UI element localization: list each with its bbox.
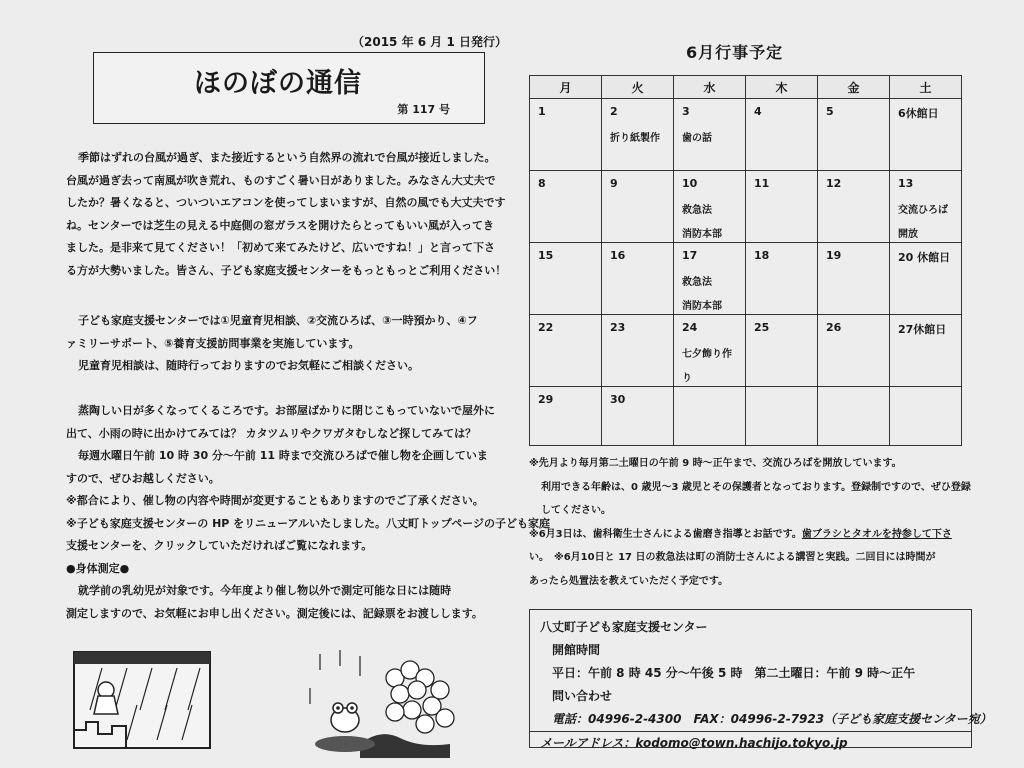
calendar-day-cell bbox=[818, 171, 890, 243]
event-text: 歯の話 bbox=[682, 133, 712, 144]
day-events bbox=[682, 199, 722, 247]
day-number: 18 bbox=[754, 249, 770, 262]
calendar-day-cell bbox=[530, 387, 602, 446]
calendar-day-cell bbox=[746, 99, 818, 171]
day-number: 26 bbox=[826, 321, 842, 334]
day-number: 27休館日 bbox=[898, 323, 947, 336]
day-number: 5 bbox=[826, 105, 834, 118]
center-info-box bbox=[529, 609, 992, 750]
weekday-thu: 木 bbox=[746, 76, 818, 99]
calendar-week-row bbox=[530, 171, 962, 243]
calendar-week-row bbox=[530, 387, 962, 446]
calendar-day-cell bbox=[746, 387, 818, 446]
rainy-season-paragraph bbox=[66, 400, 550, 625]
calendar-day-cell bbox=[746, 171, 818, 243]
event-text: 消防本部 bbox=[682, 229, 722, 240]
note-line: い。 ※6月10日と 17 日の救急法は町の消防士さんによる講習と実践。二回目には時間が bbox=[529, 552, 936, 563]
rainy-line: 支援センターを、クリックしていただければご覧になれます。 bbox=[66, 539, 373, 552]
calendar-day-cell bbox=[602, 315, 674, 387]
issue-date: （2015 年 6 月 1 日発行） bbox=[352, 35, 507, 49]
rainy-line: ※都合により、催し物の内容や時間が変更することもありますのでご了承ください。 bbox=[66, 494, 484, 507]
event-text: 交流ひろば bbox=[898, 205, 948, 216]
note-line bbox=[529, 523, 971, 547]
calendar-week-row bbox=[530, 99, 962, 171]
day-number: 3 bbox=[682, 105, 690, 118]
day-events bbox=[682, 127, 712, 151]
services-line: ァミリーサポート、⑤養育支援訪問事業を実施しています。 bbox=[66, 336, 360, 350]
intro-line: る方が大勢いました。皆さん、子ども家庭支援センターをもっともっとご利用ください！ bbox=[66, 263, 507, 277]
contact-label: 問い合わせ bbox=[552, 689, 613, 703]
event-text: 救急法 bbox=[682, 277, 712, 288]
note-line: あったら処置法を教えていただく予定です。 bbox=[529, 575, 729, 587]
intro-line: ました。是非来て見てください！「初めて来てみたけど、広いですね！」と言って下さ bbox=[66, 241, 495, 254]
day-number: 22 bbox=[538, 321, 554, 334]
event-text: 救急法 bbox=[682, 205, 712, 216]
rainy-line: 毎週水曜日午前 10 時 30 分～午前 11 時まで交流ひろばで催し物を企画していま bbox=[78, 449, 488, 462]
intro-line: 台風が過ぎ去って南風が吹き荒れ、ものすごく暑い日がありました。みなさん大丈夫で bbox=[66, 173, 496, 187]
weekday-header-row bbox=[530, 76, 962, 99]
event-text: 消防本部 bbox=[682, 301, 722, 312]
title-box bbox=[93, 52, 485, 124]
day-number: 30 bbox=[610, 393, 626, 406]
weekday-tue: 火 bbox=[602, 76, 674, 99]
services-paragraph bbox=[66, 310, 478, 378]
calendar-day-cell bbox=[674, 387, 746, 446]
rainy-line: ※子ども家庭支援センターの HP をリニューアルいたしました。八丈町トップページの子ども家庭 bbox=[66, 516, 550, 530]
services-line: 児童育児相談は、随時行っておりますのでお気軽にご相談ください。 bbox=[78, 359, 419, 372]
calendar-day-cell bbox=[602, 387, 674, 446]
intro-line: ね。センターでは芝生の見える中庭側の窓ガラスを開けたらとってもいい風が入ってき bbox=[66, 218, 495, 232]
rainy-line: 蒸陶しい日が多くなってくるころです。お部屋ばかりに閉じこもっていないで屋外に bbox=[78, 404, 496, 417]
rainy-line: 就学前の乳幼児が対象です。今年度より催し物以外で測定可能な日には随時 bbox=[78, 584, 452, 597]
services-line: 子ども家庭支援センターでは①児童育児相談、②交流ひろば、③一時預かり、④フ bbox=[78, 314, 478, 327]
day-number: 19 bbox=[826, 249, 842, 262]
day-events bbox=[898, 199, 948, 247]
weekday-mon: 月 bbox=[530, 76, 602, 99]
center-name: 八丈町子ども家庭支援センター bbox=[540, 620, 708, 634]
note-text: ※6月3日は、歯科衛生士さんによる歯磨き指導とお話です。 bbox=[529, 528, 802, 540]
calendar-day-cell bbox=[890, 171, 962, 243]
event-text: 開放 bbox=[898, 229, 918, 240]
day-number: 12 bbox=[826, 177, 842, 190]
day-number: 1 bbox=[538, 105, 546, 118]
rainy-line: 測定しますので、お気軽にお申し出ください。測定後には、記録票をお渡しします。 bbox=[66, 606, 483, 620]
issue-number: 第 117 号 bbox=[397, 103, 450, 116]
calendar-day-cell bbox=[530, 315, 602, 387]
day-number: 2 bbox=[610, 105, 618, 118]
day-number: 6休館日 bbox=[898, 107, 939, 120]
day-number: 8 bbox=[538, 177, 546, 190]
calendar-day-cell bbox=[818, 387, 890, 446]
rainy-line: 出て、小雨の時に出かけてみては？ カタツムリやクワガタむしなど探してみては？ bbox=[66, 426, 477, 440]
day-number: 23 bbox=[610, 321, 626, 334]
weekday-fri: 金 bbox=[818, 76, 890, 99]
calendar-day-cell bbox=[890, 387, 962, 446]
day-number: 15 bbox=[538, 249, 554, 262]
calendar-day-cell bbox=[674, 99, 746, 171]
newsletter-title: ほのぼの通信 bbox=[194, 68, 362, 99]
day-number: 16 bbox=[610, 249, 626, 262]
calendar-day-cell bbox=[602, 171, 674, 243]
calendar-day-cell bbox=[746, 243, 818, 315]
note-line: 利用できる年齢は、0 歳児～3 歳児とその保護者となっております。登録制ですので、ぜひ登録 bbox=[541, 481, 971, 493]
day-number: 29 bbox=[538, 393, 554, 406]
day-number: 9 bbox=[610, 177, 618, 190]
rainy-line: すので、ぜひお越しください。 bbox=[66, 471, 220, 485]
calendar-week-row bbox=[530, 315, 962, 387]
calendar-day-cell bbox=[530, 99, 602, 171]
day-number: 25 bbox=[754, 321, 770, 334]
phone-fax-text: 電話：04996-2-4300 FAX：04996-2-7923（子ども家庭支援センター宛） bbox=[552, 712, 992, 726]
day-number: 17 bbox=[682, 249, 698, 262]
calendar-day-cell bbox=[890, 99, 962, 171]
event-text: 七夕飾り作 bbox=[682, 349, 732, 360]
day-events bbox=[682, 343, 732, 391]
note-line: してください。 bbox=[541, 505, 611, 516]
note-underlined-text: 歯ブラシとタオルを持参して下さ bbox=[801, 528, 952, 540]
calendar-day-cell bbox=[746, 315, 818, 387]
day-number: 13 bbox=[898, 177, 914, 190]
calendar-day-cell bbox=[530, 171, 602, 243]
day-events bbox=[610, 127, 660, 151]
rainy-window-illustration bbox=[72, 650, 212, 750]
calendar-week-row bbox=[530, 243, 962, 315]
intro-line: したか？暑くなると、ついついエアコンを使ってしまいますが、自然の風でも大丈夫です bbox=[66, 196, 506, 209]
calendar-day-cell bbox=[530, 243, 602, 315]
weekday-sat: 土 bbox=[890, 76, 962, 99]
calendar-day-cell bbox=[818, 243, 890, 315]
day-number: 11 bbox=[754, 177, 770, 190]
intro-line: 季節はずれの台風が過ぎ、また接近するという自然界の流れで台風が接近しました。 bbox=[78, 151, 496, 164]
calendar-day-cell bbox=[602, 99, 674, 171]
hours-text: 平日：午前 8 時 45 分～午後 5 時 第二土曜日：午前 9 時～正午 bbox=[552, 666, 916, 680]
intro-paragraph bbox=[66, 147, 506, 282]
day-number: 10 bbox=[682, 177, 698, 190]
calendar-day-cell bbox=[674, 315, 746, 387]
calendar-day-cell bbox=[890, 315, 962, 387]
day-number: 4 bbox=[754, 105, 762, 118]
calendar-day-cell bbox=[674, 171, 746, 243]
calendar-day-cell bbox=[602, 243, 674, 315]
event-calendar bbox=[529, 75, 962, 446]
weekday-wed: 水 bbox=[674, 76, 746, 99]
calendar-day-cell bbox=[890, 243, 962, 315]
frog-hydrangea-illustration bbox=[300, 648, 470, 760]
calendar-title: 6月行事予定 bbox=[686, 43, 784, 62]
day-number: 20 休館日 bbox=[898, 251, 951, 264]
day-events bbox=[682, 271, 722, 319]
note-line: ※先月より毎月第二土曜日の午前 9 時～正午まで、交流ひろばを開放しています。 bbox=[529, 458, 902, 469]
calendar-day-cell bbox=[818, 99, 890, 171]
calendar-notes bbox=[529, 452, 971, 593]
event-text: り bbox=[682, 373, 692, 384]
measurement-heading: ●身体測定● bbox=[66, 561, 130, 575]
calendar-day-cell bbox=[818, 315, 890, 387]
hours-label: 開館時間 bbox=[552, 643, 601, 657]
email-text: メールアドレス：kodomo@town.hachijo.tokyo.jp bbox=[530, 731, 971, 755]
calendar-day-cell bbox=[674, 243, 746, 315]
day-number: 24 bbox=[682, 321, 698, 334]
event-text: 折り紙製作 bbox=[610, 133, 660, 144]
